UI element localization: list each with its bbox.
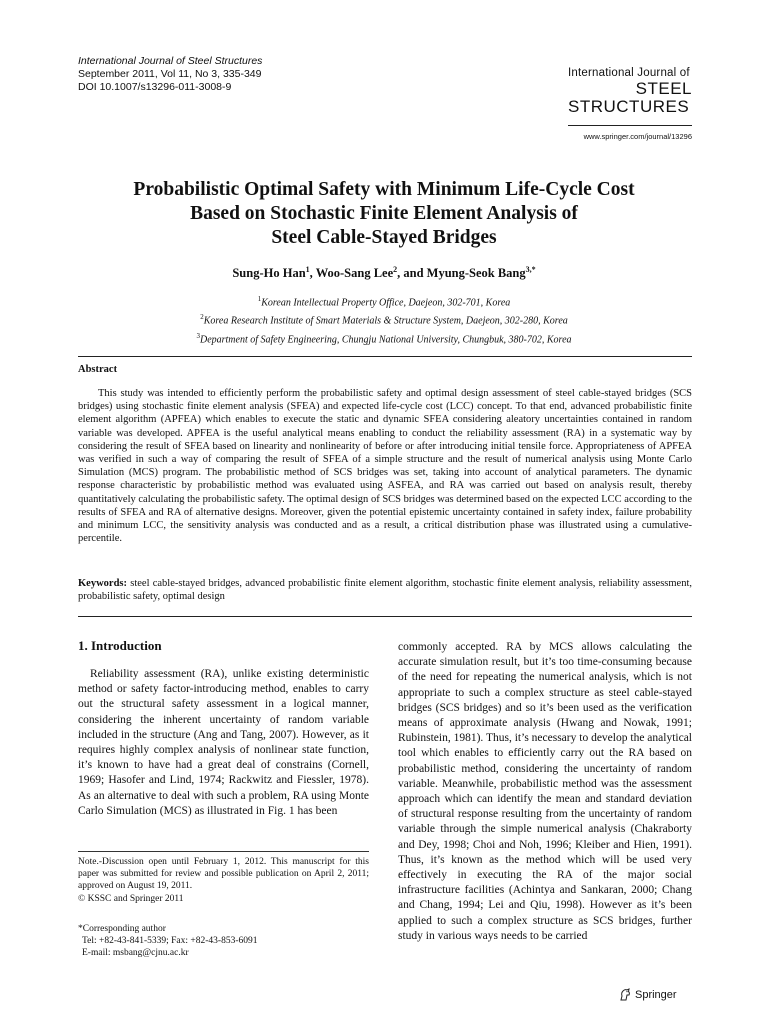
paper-title xyxy=(60,178,708,250)
publisher-mark xyxy=(618,988,677,1002)
affiliation-line xyxy=(60,292,708,310)
author-name: Sung-Ho Han xyxy=(232,266,306,281)
logo-rule xyxy=(568,125,692,126)
affiliation-text: Korean Intellectual Property Office, Daejeon, 302-701, Korea xyxy=(261,297,511,309)
logo-line-3: STRUCTURES xyxy=(568,97,690,116)
copyright-line: © KSSC and Springer 2011 xyxy=(78,893,184,904)
affiliation-line xyxy=(60,329,708,347)
body-text-left-column: Reliability assessment (RA), unlike existing deterministic method or safety factor-introducing method, enables to carry out the structural safety assessment in a logical manner, considering the inherent uncertainty of random variable included in the structure (Ang and Tang, 2007). However, as it requires highly complex analysis of nonlinear state function, it’s known to have had a great deal of constrains (Cornell, 1969; Hasofer and Lind, 1974; Rackwitz and Fiessler, 1978). As an alternative to deal with such a problem, RA using Monte Carlo Simulation (MCS) as illustrated in Fig. 1 has been xyxy=(78,668,369,817)
footnote-rule xyxy=(78,851,369,852)
author-sup: 2 xyxy=(393,265,398,274)
affiliations xyxy=(60,292,708,347)
discussion-note: Note.-Discussion open until February 1, 2012. This manuscript for this paper was submitted for review and possible publication on April 2, 2011; approved on August 19, 2011. xyxy=(78,857,369,892)
affiliation-sup: 1 xyxy=(257,295,262,303)
title-line-1: Probabilistic Optimal Safety with Minimum Life-Cycle Cost xyxy=(133,179,635,200)
abstract-heading: Abstract xyxy=(78,364,118,375)
affiliation-sup: 3 xyxy=(196,331,200,340)
journal-issue: September 2011, Vol 11, No 3, 335-349 xyxy=(78,68,262,80)
abstract-top-rule xyxy=(78,356,692,357)
affiliation-sup: 2 xyxy=(200,313,204,322)
section-heading-introduction: 1. Introduction xyxy=(78,638,162,653)
corresponding-phone: Tel: +82-43-841-5339; Fax: +82-43-853-6091 xyxy=(82,936,258,947)
author-list xyxy=(60,265,708,281)
affiliation-text: Korea Research Institute of Smart Materials & Structure System, Daejeon, 302-280, Korea xyxy=(203,315,568,327)
springer-horse-icon xyxy=(618,988,632,1002)
title-line-3: Steel Cable-Stayed Bridges xyxy=(271,227,497,248)
keywords xyxy=(78,577,692,603)
corresponding-email[interactable]: E-mail: msbang@cjnu.ac.kr xyxy=(82,948,189,959)
journal-doi: DOI 10.1007/s13296-011-3008-9 xyxy=(78,81,232,93)
author-sup: 3,* xyxy=(525,265,536,274)
author-sup: 1 xyxy=(305,265,310,274)
abstract-bottom-rule xyxy=(78,616,692,617)
journal-name: International Journal of Steel Structures xyxy=(78,55,263,67)
logo-line-1: International Journal of xyxy=(568,67,690,79)
keywords-text: steel cable-stayed bridges, advanced probabilistic finite element algorithm, stochastic finite element analysis, reliability assessment, probabilistic safety, optimal design xyxy=(78,578,693,603)
keywords-label: Keywords: xyxy=(78,578,127,589)
title-line-2: Based on Stochastic Finite Element Analysis of xyxy=(190,203,578,224)
affiliation-line xyxy=(60,310,708,328)
journal-logo xyxy=(568,66,692,116)
journal-url[interactable]: www.springer.com/journal/13296 xyxy=(583,132,692,141)
author-name: Myung-Seok Bang xyxy=(426,266,526,281)
corresponding-author xyxy=(78,923,369,960)
publisher-name: Springer xyxy=(635,989,677,1001)
abstract-body: This study was intended to efficiently perform the probabilistic safety and optimal design assessment of steel cable-stayed bridges (SCS bridges) using stochastic finite element analysis (SFEA) and expected life-cycle cost (LCC) concept. To that end, advanced probabilistic finite element algorithm (APFEA) which enables to execute the static and dynamic SFEA considering aleatory uncertainties contained in random variable was developed. APFEA is the useful analytical means enabling to conduct the reliability assessment (RA) in a systematic way by considering the result of SFEA based on linearity and nonlinearity of before or after introducing initial tensile force. Appropriateness of APFEA was verified in such a way of comparing the result of SFEA of a simple structure and the result of numerical analysis using Monte Carlo Simulation (MCS) program. The probabilistic method of SCS bridges was set, taking into account of analytical parameters. The dynamic response characteristic by probabilistic method was evaluated using ASFEA, and RA was carried out based on analysis result, thereby quantitatively calculating the probabilistic safety. The optimal design of SCS bridges was determined based on the expected LCC according to the results of SFEA and RA of alternative designs. Moreover, given the potential epistemic uncertainty contained in safety index, failure probability and minimum LCC, the sensitivity analysis was conducted and as a result, a critical distribution phase was illustrated using a cumulative-percentile. xyxy=(78,388,692,545)
affiliation-text: Department of Safety Engineering, Chungju National University, Chungbuk, 380-702, Korea xyxy=(199,333,572,345)
corresponding-label: *Corresponding author xyxy=(78,924,166,934)
author-separator: , xyxy=(309,266,316,281)
footnote-note xyxy=(78,856,369,905)
author-separator: , and xyxy=(397,266,427,281)
logo-line-2: STEEL xyxy=(635,79,692,98)
journal-info xyxy=(78,55,262,94)
body-text-right-column: commonly accepted. RA by MCS allows calculating the accurate simulation result, but it’s too time-consuming because of the need for repeating the numerical analysis, which is not appropriate to such a complex structure as steel cable-stayed bridges (SCS bridges) and so it’s been used as the verification means of approximate analysis (Hwang and Nowak, 1991; Rubinstein, 1981). Thus, it’s necessary to develop the analytical tool which enables to efficiently carry out the RA based on probabilistic method, considering the uncertainty of random variable. Meanwhile, probabilistic method was the assessment approach which can identify the mean and standard deviation of structural response resulting from the uncertainty of random variable through the simple numerical analysis (Chakraborty and Dey, 1998; Choi and Noh, 1996; Kleiber and Hien, 1991). Thus, it’s known as the method which will be used very effectively in executing the RA of the major social infrastructure facilities (Achintya and Sankaran, 2000; Chang and Chang, 1994; Lei and Qiu, 1998). However as it’s been applied to such a complex structure as SCS bridges, further study in various ways needs to be carried xyxy=(398,641,692,942)
author-name: Woo-Sang Lee xyxy=(315,266,394,281)
